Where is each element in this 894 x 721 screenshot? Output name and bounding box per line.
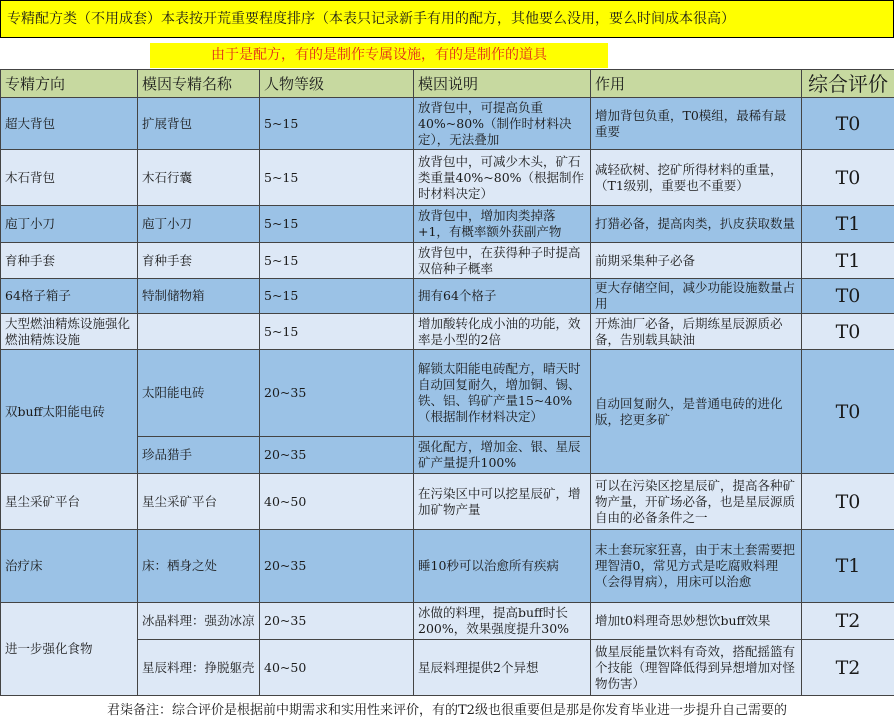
cell-level: 40~50 xyxy=(260,474,414,530)
cell-desc: 在污染区中可以挖星辰矿，增加矿物产量 xyxy=(414,474,591,530)
cell-desc: 星辰料理提供2个异想 xyxy=(414,640,591,696)
cell-module: 冰晶料理：强劲冰凉 xyxy=(138,603,260,640)
cell-direction: 进一步强化食物 xyxy=(1,603,138,696)
cell-module xyxy=(138,314,260,350)
cell-module: 扩展背包 xyxy=(138,98,260,150)
cell-desc: 强化配方，增加金、银、星辰矿产量提升100% xyxy=(414,437,591,474)
cell-effect: 自动回复耐久，是普通电砖的进化版，挖更多矿 xyxy=(591,350,802,474)
header-desc: 模因说明 xyxy=(414,70,591,98)
cell-direction: 木石背包 xyxy=(1,150,138,206)
cell-effect: 可以在污染区挖星辰矿，提高各种矿物产量，开矿场必备，也是星辰源质自由的必备条件之一 xyxy=(591,474,802,530)
cell-rating: T0 xyxy=(802,98,894,150)
cell-rating: T0 xyxy=(802,150,894,206)
cell-rating: T2 xyxy=(802,640,894,696)
cell-module: 木石行囊 xyxy=(138,150,260,206)
cell-direction: 育种手套 xyxy=(1,243,138,279)
cell-effect: 增加t0料理奇思妙想饮buff效果 xyxy=(591,603,802,640)
cell-level: 5~15 xyxy=(260,206,414,243)
cell-effect: 做星辰能量饮料有奇效，搭配摇篮有个技能（理智降低得到异想增加对怪物伤害） xyxy=(591,640,802,696)
cell-rating: T1 xyxy=(802,206,894,243)
cell-direction: 大型燃油精炼设施强化燃油精炼设施 xyxy=(1,314,138,350)
cell-direction: 治疗床 xyxy=(1,530,138,603)
table-row xyxy=(1,206,894,243)
cell-rating: T0 xyxy=(802,474,894,530)
cell-desc: 放背包中，可减少木头，矿石类重量40%~80%（根据制作时材料决定） xyxy=(414,150,591,206)
cell-module: 星辰料理：挣脱躯壳 xyxy=(138,640,260,696)
header-level: 人物等级 xyxy=(260,70,414,98)
table-row xyxy=(1,474,894,530)
cell-direction: 星尘采矿平台 xyxy=(1,474,138,530)
cell-desc: 放背包中，在获得种子时提高双倍种子概率 xyxy=(414,243,591,279)
cell-desc: 放背包中，增加肉类掉落+1，有概率额外获副产物 xyxy=(414,206,591,243)
cell-rating: T0 xyxy=(802,279,894,314)
table-row xyxy=(1,279,894,314)
cell-direction: 64格子箱子 xyxy=(1,279,138,314)
cell-module: 庖丁小刀 xyxy=(138,206,260,243)
cell-rating: T2 xyxy=(802,603,894,640)
cell-direction: 庖丁小刀 xyxy=(1,206,138,243)
recipe-table xyxy=(0,69,894,696)
cell-rating: T1 xyxy=(802,243,894,279)
cell-direction: 超大背包 xyxy=(1,98,138,150)
cell-direction: 双buff太阳能电砖 xyxy=(1,350,138,474)
table-subtitle: 由于是配方，有的是制作专属设施，有的是制作的道具 xyxy=(150,43,608,68)
cell-level: 5~15 xyxy=(260,243,414,279)
table-row xyxy=(1,150,894,206)
cell-level: 5~15 xyxy=(260,279,414,314)
cell-effect: 减轻砍树、挖矿所得材料的重量，（T1级别，重要也不重要） xyxy=(591,150,802,206)
table-row xyxy=(1,98,894,150)
cell-effect: 打猎必备，提高肉类，扒皮获取数量 xyxy=(591,206,802,243)
cell-desc: 解锁太阳能电砖配方，晴天时自动回复耐久，增加铜、锡、铁、铝、钨矿产量15~40%（根据制作材料决定） xyxy=(414,350,591,437)
footer-note: 君柒备注：综合评价是根据前中期需求和实用性来评价，有的T2级也很重要但是那是你发育毕业进一步提升自己需要的 xyxy=(107,703,787,718)
cell-effect: 前期采集种子必备 xyxy=(591,243,802,279)
cell-rating: T1 xyxy=(802,530,894,603)
cell-level: 5~15 xyxy=(260,150,414,206)
cell-rating: T0 xyxy=(802,314,894,350)
cell-module: 床：栖身之处 xyxy=(138,530,260,603)
cell-level: 40~50 xyxy=(260,640,414,696)
header-effect: 作用 xyxy=(591,70,802,98)
cell-level: 20~35 xyxy=(260,530,414,603)
cell-module: 特制储物箱 xyxy=(138,279,260,314)
cell-level: 20~35 xyxy=(260,350,414,437)
cell-level: 20~35 xyxy=(260,437,414,474)
cell-module: 珍品猎手 xyxy=(138,437,260,474)
table-row xyxy=(1,314,894,350)
cell-level: 20~35 xyxy=(260,603,414,640)
cell-effect: 增加背包负重，T0模组，最稀有最重要 xyxy=(591,98,802,150)
table-row xyxy=(1,603,894,640)
cell-module: 星尘采矿平台 xyxy=(138,474,260,530)
header-direction: 专精方向 xyxy=(1,70,138,98)
header-module: 模因专精名称 xyxy=(138,70,260,98)
cell-desc: 拥有64个格子 xyxy=(414,279,591,314)
table-row xyxy=(1,350,894,437)
cell-effect: 更大存储空间，减少功能设施数量占用 xyxy=(591,279,802,314)
cell-desc: 睡10秒可以治愈所有疾病 xyxy=(414,530,591,603)
table-title: 专精配方类（不用成套）本表按开荒重要程度排序（本表只记录新手有用的配方，其他要么没用，要么时间成本很高） xyxy=(0,0,894,38)
cell-rating: T0 xyxy=(802,350,894,474)
header-rating: 综合评价 xyxy=(802,70,894,98)
table-row xyxy=(1,530,894,603)
cell-effect: 开炼油厂必备，后期练星辰源质必备，告别载具缺油 xyxy=(591,314,802,350)
cell-module: 太阳能电砖 xyxy=(138,350,260,437)
header-row xyxy=(1,70,894,98)
cell-module: 育种手套 xyxy=(138,243,260,279)
cell-level: 5~15 xyxy=(260,314,414,350)
cell-level: 5~15 xyxy=(260,98,414,150)
cell-effect: 末土套玩家狂喜，由于末土套需要把理智清0，常见方式是吃腐败料理（会得胃病），用床可以治愈 xyxy=(591,530,802,603)
cell-desc: 冰做的料理，提高buff时长200%，效果强度提升30% xyxy=(414,603,591,640)
cell-desc: 增加酸转化成小油的功能，效率是小型的2倍 xyxy=(414,314,591,350)
cell-desc: 放背包中，可提高负重40%~80%（制作时材料决定），无法叠加 xyxy=(414,98,591,150)
table-row xyxy=(1,243,894,279)
